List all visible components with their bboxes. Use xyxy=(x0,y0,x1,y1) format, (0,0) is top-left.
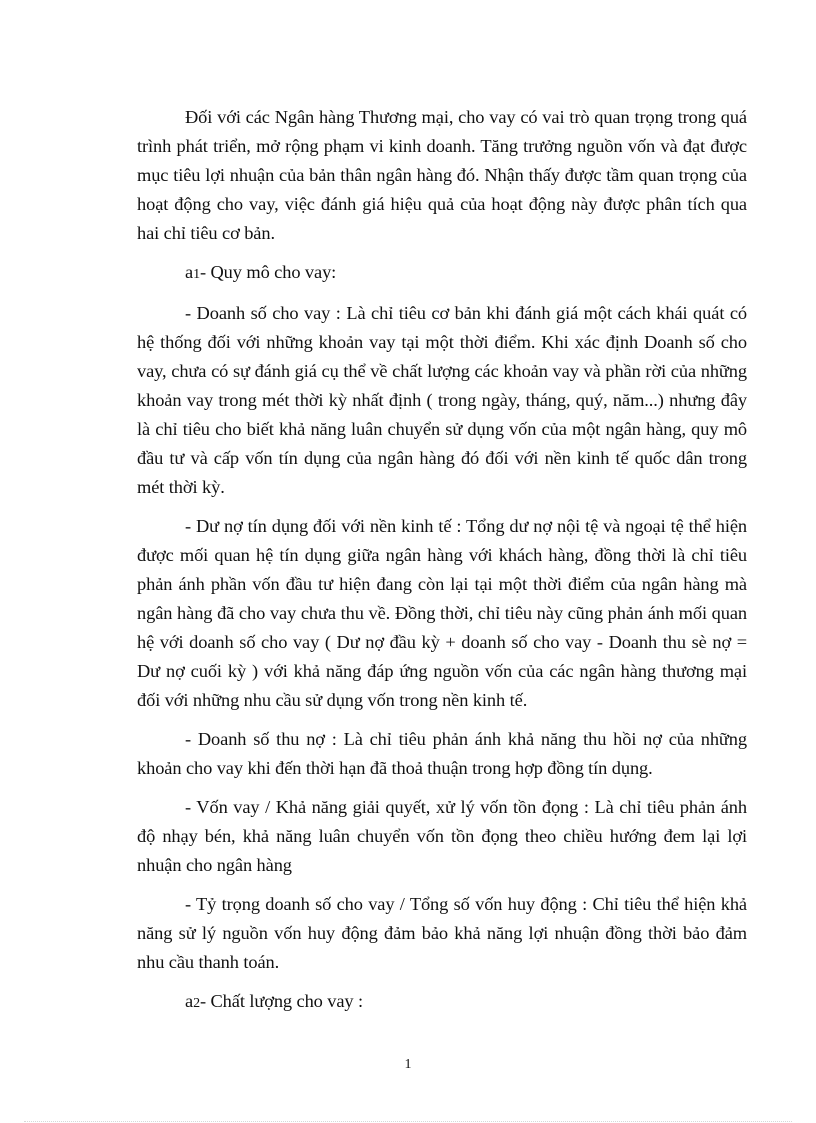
heading-a2-text: - Chất lượng cho vay : xyxy=(199,991,364,1011)
page-bottom-edge xyxy=(24,1121,792,1122)
heading-a1-sub: 1 xyxy=(193,267,200,282)
heading-a1-prefix: a xyxy=(185,262,194,282)
heading-a1 xyxy=(137,258,747,289)
intro-paragraph: Đối với các Ngân hàng Thương mại, cho vay có vai trò quan trọng trong quá trình phát triển, mở rộng phạm vi kinh doanh. Tăng trưởng nguồn vốn và đạt được mục tiêu lợi nhuận của bản thân ngân hàng đó. Nhận thấy được tầm quan trọng của hoạt động cho vay, việc đánh giá hiệu quả của hoạt động này được phân tích qua hai chỉ tiêu cơ bản. xyxy=(137,107,747,243)
paragraph-ty-trong: - Tỷ trọng doanh số cho vay / Tổng số vốn huy động : Chỉ tiêu thể hiện khả năng sử lý nguồn vốn huy động đảm bảo khả năng lợi nhuận đồng thời bảo đảm nhu cầu thanh toán. xyxy=(137,894,747,972)
paragraph-von-vay: - Vốn vay / Khả năng giải quyết, xử lý vốn tồn đọng : Là chỉ tiêu phản ánh độ nhạy bén, khả năng luân chuyển vốn tồn đọng theo chiều hướng đem lại lợi nhuận cho ngân hàng xyxy=(137,797,747,875)
heading-a2-prefix: a xyxy=(185,991,194,1011)
heading-a2-sub: 2 xyxy=(193,996,200,1011)
page-number: 1 xyxy=(404,1057,412,1072)
paragraph-doanh-so-cho-vay: - Doanh số cho vay : Là chỉ tiêu cơ bản khi đánh giá một cách khái quát có hệ thống đối với những khoản vay tại một thời điểm. Khi xác định Doanh số cho vay, chưa có sự đánh giá cụ thể về chất lượng các khoản vay và phần rời của những khoản vay trong mét thời kỳ nhất định ( trong ngày, tháng, quý, năm...) nhưng đây là chỉ tiêu cho biết khả năng luân chuyển sử dụng vốn của một ngân hàng, quy mô đầu tư và cấp vốn tín dụng của ngân hàng đó đối với nền kinh tế quốc dân trong mét thời kỳ. xyxy=(137,303,747,497)
paragraph-doanh-so-thu-no: - Doanh số thu nợ : Là chỉ tiêu phản ánh khả năng thu hồi nợ của những khoản cho vay khi đến thời hạn đã thoả thuận trong hợp đồng tín dụng. xyxy=(137,729,747,778)
paragraph-du-no-tin-dung: - Dư nợ tín dụng đối với nền kinh tế : Tổng dư nợ nội tệ và ngoại tệ thể hiện được mối quan hệ tín dụng giữa ngân hàng với khách hàng, đồng thời là chỉ tiêu phản ánh phần vốn đầu tư hiện đang còn lại tại một thời điểm của ngân hàng mà ngân hàng đã cho vay chưa thu về. Đồng thời, chỉ tiêu này cũng phản ánh mối quan hệ với doanh số cho vay ( Dư nợ đầu kỳ + doanh số cho vay - Doanh thu sè nợ = Dư nợ cuối kỳ ) với khả năng đáp ứng nguồn vốn của các ngân hàng thương mại đối với những nhu cầu sử dụng vốn trong nền kinh tế. xyxy=(137,516,747,710)
document-body xyxy=(137,103,747,1028)
heading-a2 xyxy=(137,987,747,1018)
heading-a1-text: - Quy mô cho vay: xyxy=(199,262,337,282)
